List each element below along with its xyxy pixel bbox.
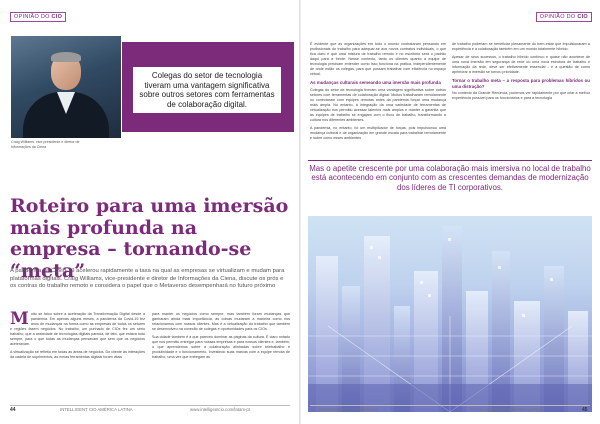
body-paragraph: Apesar de seus sucessos, o trabalho híbrido contínuo e quase não acontece de uma nova imersão em segurança de rede ou uma nova estrutura de trabalho e informação da rede, deve ser efetivamente essencial - e a questão de como aprimorar a imersão se tornou prioridade. (452, 55, 590, 74)
right-column-2 (452, 42, 590, 104)
body-paragraph: Sua cidade também é a que pareceu dominar as páginas da cultura. É claro notado que nos permitiu entregar para nossas empresas e para nossos clientes e, também, o que aprendemos sobre a colaboração alinhadas sobre teletrabalho e produtividade e o funcionamento. Investindo suas marcas com a equipe remota de trabalho, uma vez que entregam as (152, 335, 290, 359)
footer-magazine-left: INTELLIGENT CIO AMÉRICA LATINA (60, 407, 133, 412)
quote-box (122, 42, 294, 132)
footer-url-left[interactable]: www.intelligentcio.com/latam-pt (190, 407, 250, 412)
pull-quote-right: Mas o apetite crescente por uma colaboração mais imersiva no local de trabalho está acontecendo em conjunto com as crescentes demandas de modernização dos líderes de TI corporativos. (309, 164, 591, 192)
right-column-1 (310, 42, 446, 144)
footer-magazine-right: INTELLIGENT CIO AMÉRICA LATINA (470, 407, 543, 412)
body-paragraph: para manter os negócios como sempre, mas também foram mudanças que ganharam ainda mais importância, às coisas mudaram a maneira como nos relacionamos com nossos clientes. Mas é a virtualização do trabalho que também se desenvolveu na conexão de colegas e oportunidades para os CIOs. (152, 312, 290, 331)
body-paragraph: uito se falou sobre a aceleração da Transformação Digital desde a pandemia. Em apenas alguns meses, a pandemia da Covid-19 fez anos de mudanças na forma como as empresas de todos os setores e regiões fazem negócios. No trabalho, um punhado de CIOs fez um sério trabalho, que a ansiedade de tecnologias digitais parecia, de fato, que estava todo sempre, para o que todas as mudanças pensavam que sem que os negócios aceleravam. (10, 312, 145, 346)
section-tag: OPINIÃO DO CIO (536, 12, 592, 22)
subheading: As mudanças culturais semeando uma imersão mais profunda (310, 80, 441, 85)
footer-url-right[interactable]: www.intelligentcio.com/latam-pt (318, 407, 378, 412)
body-paragraph: de trabalho poderiam se beneficiar plenamente do bem-estar que impulsionaram a experiência e a colaboração também em um mundo totalmente híbrido. (452, 42, 590, 51)
photo-caption: Craig Williams, vice-presidente e diretor de Informações da Ciena (11, 140, 80, 149)
right-page (300, 0, 600, 424)
left-column-2 (152, 312, 290, 363)
page-number-left: 44 (10, 407, 16, 413)
body-paragraph: A pandemia, no entanto, foi um multiplicador de forças, pois impulsionou uma mudança cultural e de organização em grande escala para trabalhar remotamente e sobre como esses ambientes (310, 125, 446, 140)
article-lead: A pandemia da Covid-19 acelerou rapidamente a taxa na qual as empresas se virtualizam e mudam para plataformas digitais. Craig Williams, vice-presidente e diretor de Informações da Ciena, discute os prós e os contras do trabalho remoto e considera o papel que o Metaverso desempenhará no futuro próximo (10, 268, 285, 290)
page-number-right: 45 (582, 407, 588, 413)
article-title: Roteiro para uma imersão mais profunda na empresa – tornando-se “meta” (10, 195, 289, 282)
footer (0, 405, 600, 417)
subheading: Tornar o trabalho meta – a resposta para problemas híbridos ou uma distração? (452, 78, 590, 89)
city-illustration-svg (308, 216, 592, 412)
section-tag: OPINIÃO DO CIO (10, 12, 66, 22)
pull-quote-left: Colegas do setor de tecnologia tiveram uma vantagem significativa sobre outros setores com ferramentas de colaboração digital. (132, 66, 282, 114)
body-paragraph: É evidente que as organizações em todo o mundo contrataram pensando em profissionais do trabalho para adequar-se aos novos contratos individuais, o que fica claro é que uma mistura de trabalho remoto e no escritório será o padrão daqui para a frente. Nesse contexto, tanto os clientes quanto a equipe de tecnologia precisam entender como isso funciona na prática, independentemente de onde estão os colegas, para que possam trabalhar com eficiência no espaço virtual. (310, 42, 446, 76)
left-column-1 (10, 309, 145, 363)
body-paragraph: A virtualização se refletiu em todas as áreas de negócios. Do cliente às interações da cadeia de suprimentos, as novas ferramentas digitais foram vitais (10, 350, 145, 359)
metaverse-city-illustration (308, 216, 592, 412)
drop-cap: M (10, 309, 29, 329)
body-paragraph: Colegas do setor de tecnologia tiveram uma vantagem significativa sobre outros setores com ferramentas de colaboração digital. Muitos trabalharam remotamente ou conectaram com equipes remotas antes da pandemia forçar uma mudança mais ampla. No entanto, a integração da uma variedade de ferramentas de virtualização nos permitiu acessar talentos mais amplos e manter a garantia que as equipes de trabalho se engajam com o fluxo de trabalho, transformando a cultura nos diferentes ambientes. (310, 87, 446, 122)
pull-quote-rule (308, 160, 592, 161)
author-photo (11, 36, 121, 138)
body-paragraph: No contexto da Grande Renúncia, podemos ver rapidamente por que criar a melhor experiência possível para os funcionários e para a tecnologia (452, 91, 590, 100)
